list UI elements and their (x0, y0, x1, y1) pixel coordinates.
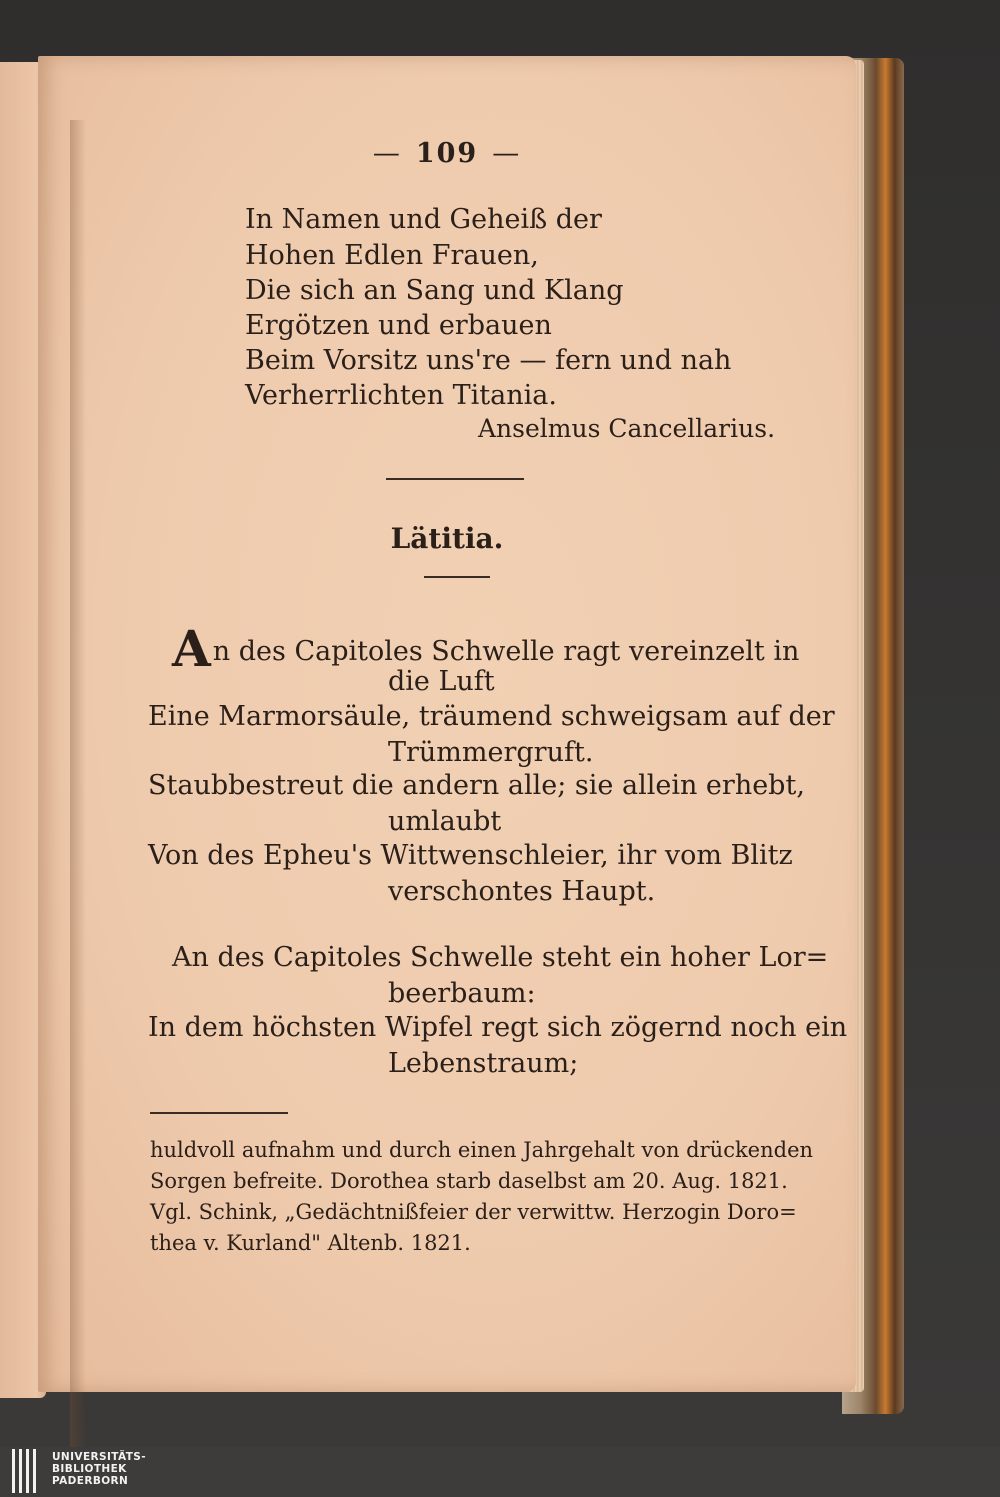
verse-line: Die sich an Sang und Klang (245, 275, 624, 306)
library-logo-line: BIBLIOTHEK (52, 1463, 127, 1475)
footnote-separator (150, 1112, 288, 1114)
footnote-line: Vgl. Schink, „Gedächtnißfeier der verwittw. Herzogin Doro= (150, 1200, 797, 1224)
poem-line: An des Capitoles Schwelle steht ein hoher Lor= (172, 942, 829, 973)
poem-line: In dem höchsten Wipfel regt sich zögernd noch ein (148, 1012, 848, 1043)
library-logo-bar (0, 1447, 1000, 1497)
poem-line: die Luft (388, 666, 495, 697)
page-gutter-shadow (70, 120, 86, 1450)
signature: Anselmus Cancellarius. (478, 414, 776, 443)
poem-line: verschontes Haupt. (388, 876, 656, 907)
footnote-line: Sorgen befreite. Dorothea starb daselbst am 20. Aug. 1821. (150, 1169, 788, 1193)
poem-line: beerbaum: (388, 978, 536, 1009)
section-divider (386, 478, 524, 480)
drop-capital: A (172, 619, 211, 678)
poem-title: Lätitia. (390, 522, 504, 555)
verse-line: In Namen und Geheiß der (245, 204, 602, 235)
poem-line: Lebenstraum; (388, 1048, 579, 1079)
verse-line: Beim Vorsitz uns're — fern und nah (245, 345, 732, 376)
footnote-line: thea v. Kurland" Altenb. 1821. (150, 1231, 471, 1255)
library-logo-icon (12, 1449, 40, 1493)
poem-line: Eine Marmorsäule, träumend schweigsam auf der (148, 701, 835, 732)
poem-line: umlaubt (388, 806, 502, 837)
poem-line: Staubbestreut die andern alle; sie allein erhebt, (148, 770, 805, 801)
verse-line: Hohen Edlen Frauen, (245, 240, 539, 271)
page-number-dash-left: — (372, 138, 402, 169)
book-page (38, 56, 856, 1392)
footnote-line: huldvoll aufnahm und durch einen Jahrgehalt von drückenden (150, 1138, 814, 1162)
library-logo-line: PADERBORN (52, 1475, 129, 1487)
verse-line: Ergötzen und erbauen (245, 310, 552, 341)
page-number-dash-right: — (492, 138, 522, 169)
verse-line: Verherrlichten Titania. (245, 380, 557, 411)
library-logo-line: UNIVERSITÄTS- (52, 1451, 147, 1463)
poem-line: Trümmergruft. (388, 737, 594, 768)
page-number (38, 138, 856, 169)
poem-line: Von des Epheu's Wittwenschleier, ihr vom Blitz (148, 840, 793, 871)
page-number-value: 109 (415, 138, 479, 169)
title-underline (424, 576, 490, 578)
poem-line-rest: n des Capitoles Schwelle ragt vereinzelt in (212, 636, 800, 667)
